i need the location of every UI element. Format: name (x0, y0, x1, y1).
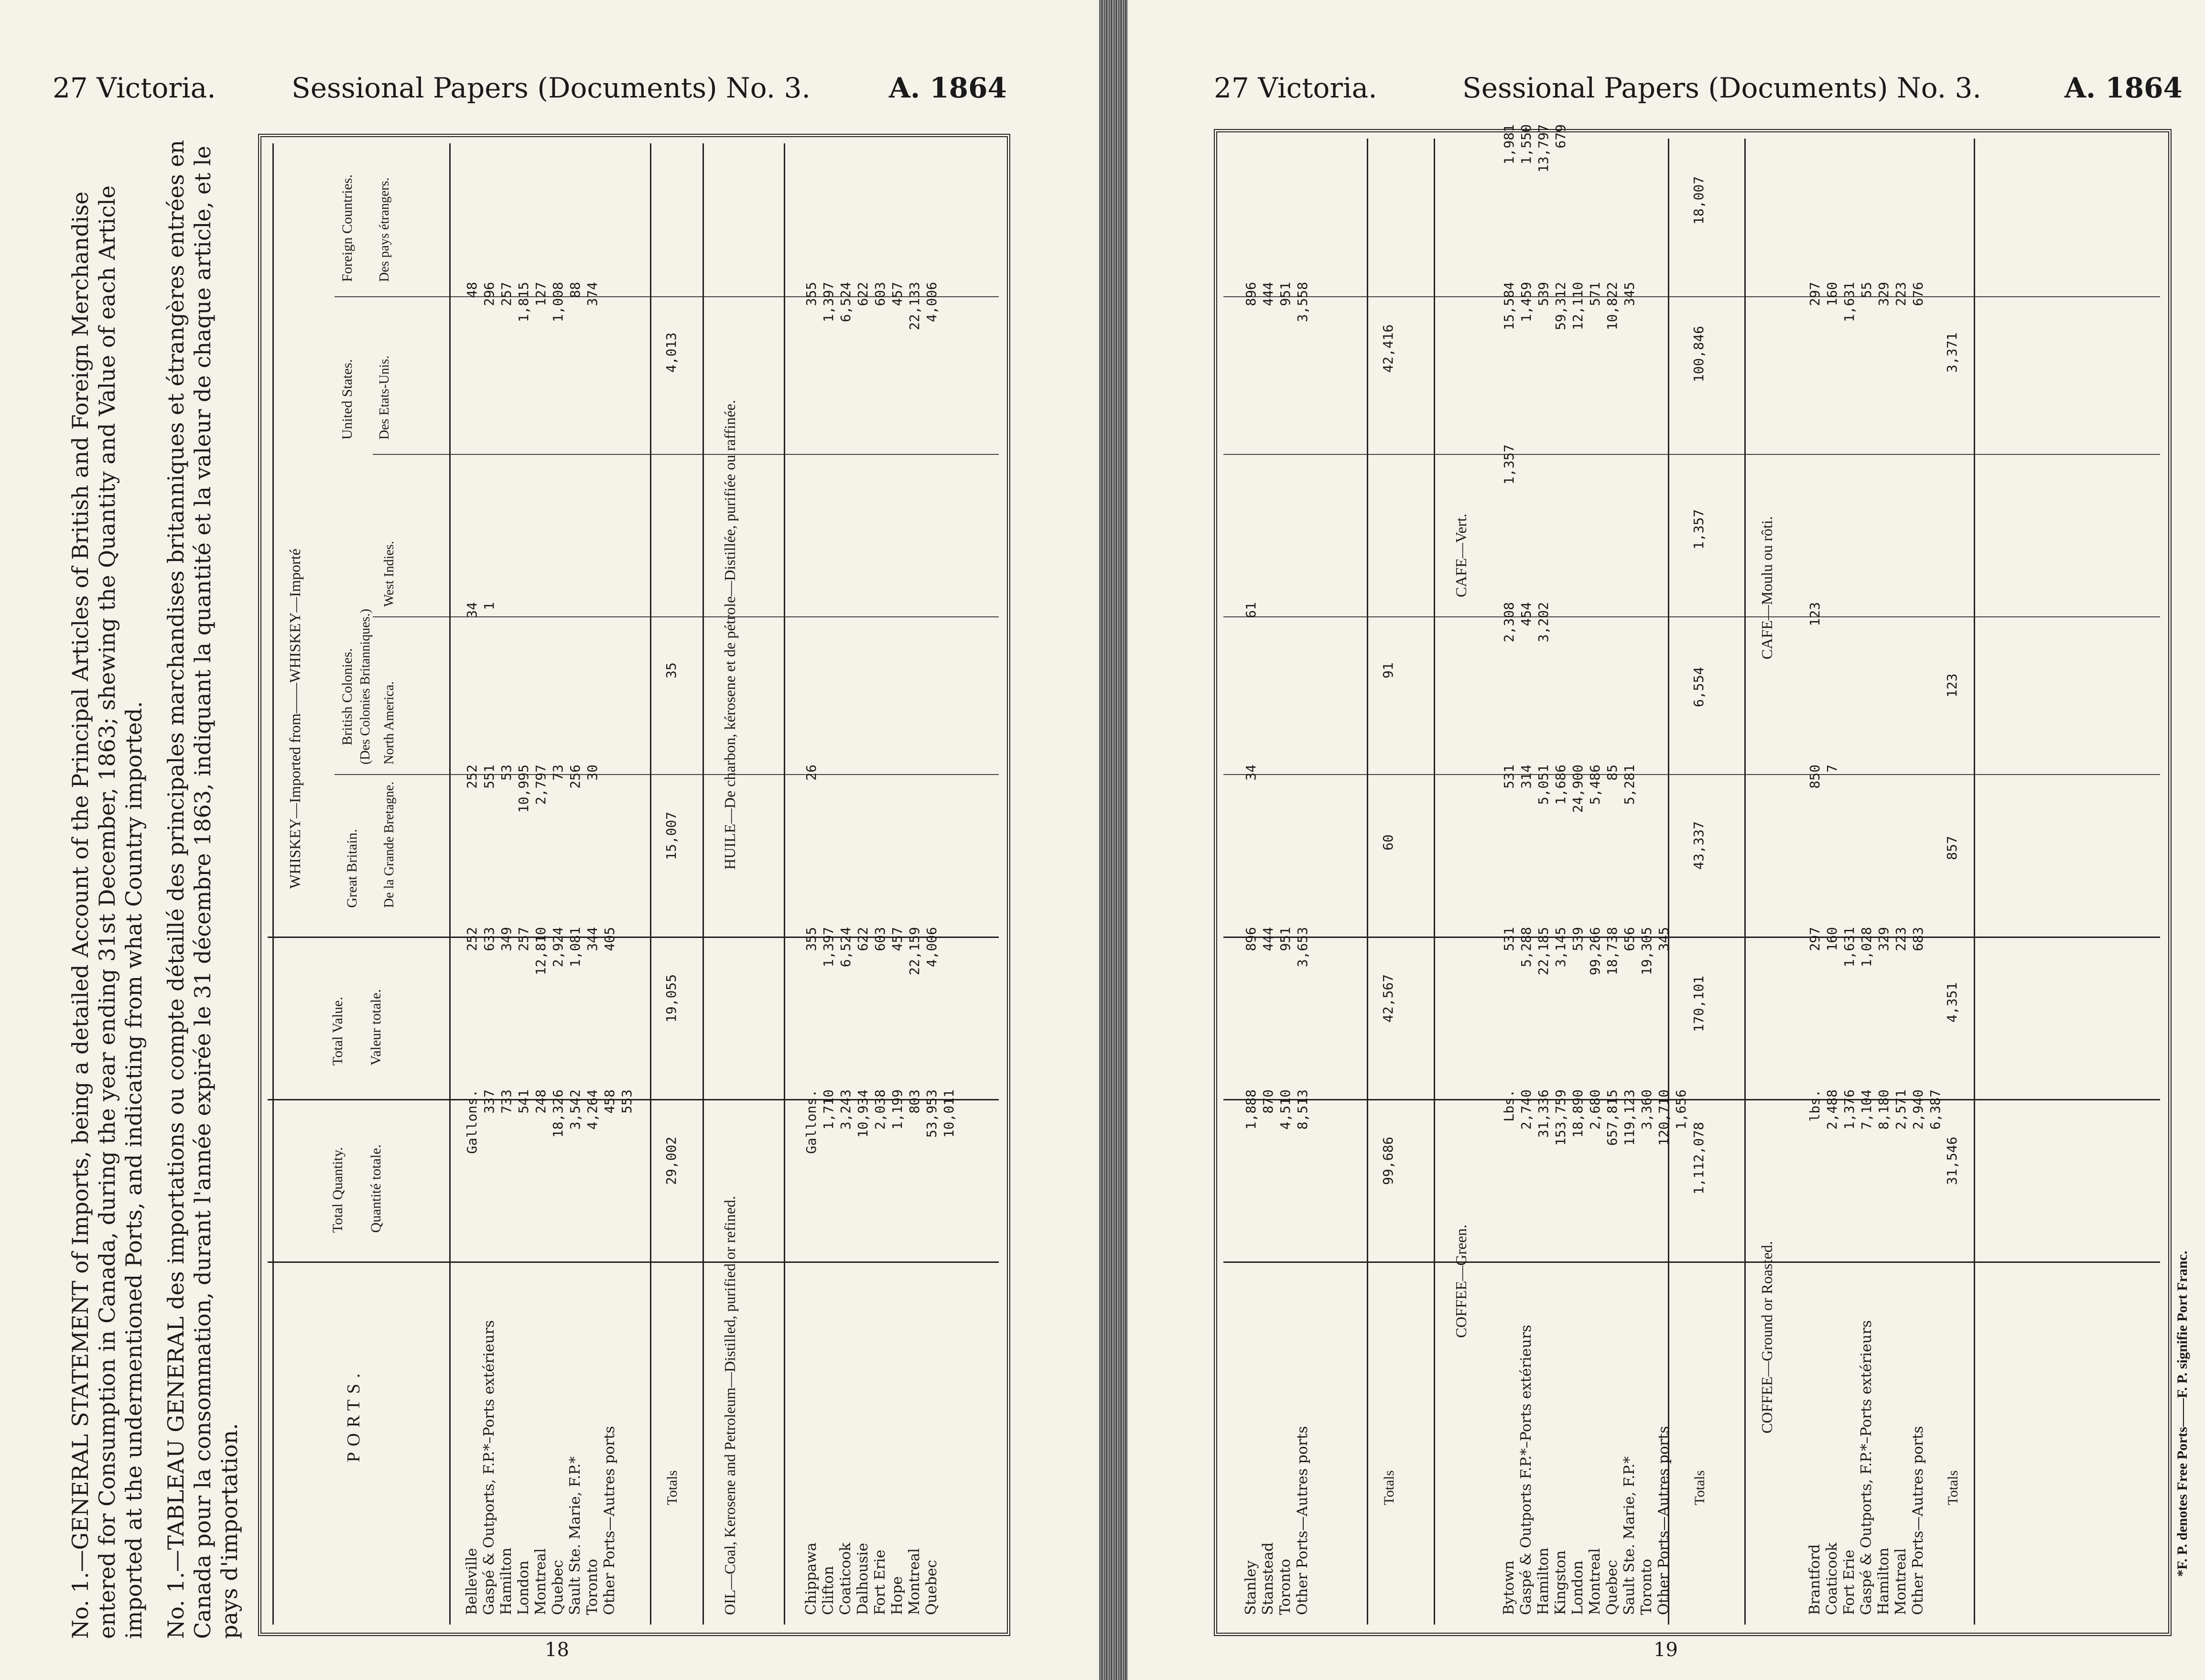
title-english: No. 1.—GENERAL STATEMENT of Imports, being a detailed Account of the Principal Articles of British and Foreign Merchandise entered for Consumption in Canada, during the year ending 31st December, 1863; shewing the Quantity and Value of each Article imported at the undermentioned Ports, and indicating from what Country imported. (67, 185, 147, 1639)
whiskey-us-column (464, 282, 601, 425)
table-row: 733 (498, 1089, 514, 1114)
table-row: 541 (516, 1089, 531, 1114)
table-row: 444 (1260, 282, 1276, 306)
table-row: 656 (1621, 927, 1637, 951)
table-row: 2,940 (1910, 1089, 1926, 1130)
table-row: 603 (872, 282, 888, 306)
table-row: Sault Ste. Marie, F.P.* (567, 1456, 584, 1615)
col-total-value-fr: Valeur totale. (368, 989, 384, 1066)
coffee-green-wi-column (1501, 444, 1518, 588)
table-row: 119,123 (1621, 1089, 1637, 1146)
table-row: 153,759 (1553, 1089, 1568, 1146)
table-row: 297 (1807, 927, 1823, 951)
table-row: 1,376 (1841, 1089, 1857, 1130)
table-row: 1,028 (1859, 927, 1874, 968)
table-row: 256 (567, 765, 583, 789)
header-year-right: A. 1864 (2064, 72, 2183, 104)
table-row: 1,459 (1518, 282, 1534, 323)
table-row: Other Ports—Autres ports (601, 1426, 618, 1615)
table-row: 1,888 (1243, 1089, 1259, 1130)
table-row: 1,081 (567, 927, 583, 968)
table-row: Hope (889, 1576, 906, 1615)
table-row: 99,266 (1587, 927, 1603, 976)
table-row: 4,510 (1277, 1089, 1293, 1130)
table-row: 457 (889, 927, 905, 951)
table-row: 12,810 (533, 927, 549, 976)
table-row: 444 (1260, 927, 1276, 951)
col-foreign-fr: Des pays étrangers. (377, 177, 392, 282)
table-row: 896 (1243, 927, 1259, 951)
table-row: 10,822 (1604, 282, 1620, 331)
table-row: 329 (1876, 927, 1892, 951)
table-row: Hamilton (498, 1547, 515, 1615)
table-row: 297 (1807, 282, 1823, 306)
coffee-ground-heading-fr: CAFE—Moulu ou rôti. (1758, 516, 1775, 659)
table-row: 679 (1553, 124, 1568, 149)
table-row: 603 (872, 927, 888, 951)
table-row: 1,981 (1501, 124, 1517, 165)
table-row: 160 (1824, 927, 1840, 951)
col-total-value: Total Value. (330, 997, 346, 1066)
table-row: 676 (1910, 282, 1926, 306)
table-row: 622 (855, 282, 871, 306)
table-row: 5,281 (1621, 765, 1637, 805)
table-row: London (515, 1561, 532, 1615)
table-row: 22,185 (1535, 927, 1551, 976)
coffee-ground-heading-en: COFFEE—Ground or Roasted. (1758, 1241, 1775, 1433)
table-row: 127 (533, 282, 549, 306)
whiskey-value-column (464, 927, 618, 1070)
table-row: 1,631 (1841, 927, 1857, 968)
table-row: 53,953 (924, 1089, 940, 1138)
oil-port-column (803, 1252, 940, 1615)
coffee-green-totals-fc: 18,007 (1691, 176, 1707, 225)
header-regnal-right: 27 Victoria. (1214, 72, 1377, 104)
coffee-ground-us-column (1806, 282, 1927, 425)
table-row: Coaticook (1824, 1542, 1840, 1615)
oil-heading-fr: HUILE—De charbon, kérosene et de pétrole—Distillée, purifiée ou raffinée. (721, 399, 738, 870)
coffee-green-fc-column (1501, 124, 1569, 268)
table-row: 2,740 (1518, 1089, 1534, 1130)
table-row: 2,924 (550, 927, 566, 968)
table-row: Brantford (1806, 1544, 1823, 1615)
table-row: 531 (1501, 765, 1517, 789)
book-gutter (1099, 0, 1128, 1680)
table-row: 622 (855, 927, 871, 951)
table-row: 571 (1587, 282, 1603, 306)
coffee-ground-totals-value: 4,351 (1944, 982, 1960, 1023)
table-row: 1,631 (1841, 282, 1857, 323)
unit-label: Gallons. (803, 1089, 819, 1154)
oil-value-column (803, 927, 940, 1070)
table-row: 15,584 (1501, 282, 1517, 331)
table-row: 314 (1518, 765, 1534, 789)
table-row: 10,934 (855, 1089, 871, 1138)
table-row: 223 (1893, 282, 1909, 306)
oil-cont-totals-value: 42,567 (1380, 974, 1396, 1023)
table-row: 18,738 (1604, 927, 1620, 976)
table-row: Bytown (1501, 1560, 1517, 1615)
table-row: 454 (1518, 602, 1534, 626)
whiskey-totals-label: Totals (664, 1470, 680, 1505)
oil-cont-totals-label: Totals (1381, 1470, 1397, 1505)
table-row: 257 (516, 927, 531, 951)
coffee-green-totals-wi: 1,357 (1691, 509, 1707, 549)
table-row: 223 (1893, 927, 1909, 951)
oil-cont-totals-na: 91 (1380, 662, 1396, 678)
table-row: 405 (602, 927, 617, 951)
table-row: 22,133 (907, 282, 922, 331)
table-row: 329 (1876, 282, 1892, 306)
table-row: 2,680 (1587, 1089, 1603, 1130)
table-row: Stanstead (1260, 1542, 1276, 1615)
table-row: London (1569, 1561, 1586, 1615)
table-row: 349 (498, 927, 514, 951)
oil-cont-qty-column (1243, 1089, 1311, 1233)
col-west-indies: West Indies. (382, 541, 397, 607)
table-row: Toronto (584, 1559, 601, 1615)
table-row: 7 (1824, 765, 1840, 773)
col-ports: PORTS. (344, 1368, 364, 1462)
table-row: 457 (889, 282, 905, 306)
unit-label: Lbs. (1501, 1089, 1517, 1122)
table-row: Toronto (1638, 1559, 1655, 1615)
header-series-right: Sessional Papers (Documents) No. 3. (1462, 72, 1981, 104)
table-row: 374 (584, 282, 600, 306)
whiskey-port-column (464, 1252, 618, 1615)
table-row: 120,710 (1656, 1089, 1672, 1146)
table-row: 55 (1859, 282, 1874, 298)
coffee-green-us-column (1501, 282, 1638, 425)
coffee-green-totals-us: 100,846 (1691, 325, 1707, 382)
table-row: 123 (1807, 602, 1823, 626)
coffee-green-heading-fr: CAFE—Vert. (1452, 513, 1470, 597)
oil-us-column (803, 282, 940, 425)
page-number-left: 18 (545, 1639, 569, 1661)
table-row: 3,542 (567, 1089, 583, 1130)
table-row: 5,051 (1535, 765, 1551, 805)
table-row: 252 (464, 765, 480, 789)
table-row: 248 (533, 1089, 549, 1114)
whiskey-heading: WHISKEY—Imported from——WHISKEY—Importé (286, 549, 303, 889)
unit-label: lbs. (1807, 1089, 1823, 1122)
table-row: 850 (1807, 765, 1823, 789)
coffee-ground-totals-na: 123 (1944, 673, 1960, 698)
table-row: 296 (481, 282, 497, 306)
coffee-ground-na-column (1806, 602, 1824, 745)
table-row: 2,488 (1824, 1089, 1840, 1130)
whiskey-qty-column (464, 1089, 636, 1233)
table-row: 2,308 (1501, 602, 1517, 643)
unit-label: Gallons. (464, 1089, 480, 1154)
header-regnal: 27 Victoria. (53, 72, 216, 104)
table-row: 1 (481, 602, 497, 610)
col-great-britain: Great Britain. (344, 829, 360, 908)
table-row: 458 (602, 1089, 617, 1114)
table-row: 19,305 (1639, 927, 1654, 976)
table-row: 10,995 (516, 765, 531, 813)
col-north-america: North America. (382, 681, 397, 765)
table-row: 252 (464, 927, 480, 951)
table-row: 2,797 (533, 765, 549, 805)
coffee-ground-port-column (1806, 1252, 1927, 1615)
table-row: 1,008 (550, 282, 566, 323)
table-row: 4,264 (584, 1089, 600, 1130)
whiskey-na-column (464, 602, 498, 745)
table-row: 5,288 (1518, 927, 1534, 968)
col-united-states-fr: Des Etats-Unis. (377, 355, 392, 440)
table-row: Belleville (464, 1548, 480, 1615)
table-row: 24,900 (1570, 765, 1586, 813)
table-row: 2,571 (1893, 1089, 1909, 1130)
header-year: A. 1864 (889, 72, 1007, 104)
coffee-ground-gb-column (1806, 765, 1841, 908)
table-row: 345 (1656, 927, 1672, 951)
table-row: Montreal (532, 1548, 549, 1615)
title-french: No. 1.—TABLEAU GENERAL des importations ou compte détaillé des principales marchandises britanniques et étrangères entrées en Canada pour la consommation, durant l'année expirée le 31 décembre 1863, indiquant la quantité et la valeur de chaque article, et le pays d'importation. (163, 140, 242, 1639)
table-row: 1,199 (889, 1089, 905, 1130)
table-row: Quebec (1604, 1560, 1621, 1615)
table-row: 1,686 (1553, 765, 1568, 805)
table-row: 896 (1243, 282, 1259, 306)
table-row: 7,104 (1859, 1089, 1874, 1130)
oil-cont-totals-us: 42,416 (1380, 324, 1396, 373)
oil-cont-na-column (1243, 602, 1260, 745)
table-row: Gaspé & Outports, F.P.*–Ports extérieurs (1858, 1320, 1875, 1615)
table-row: 337 (481, 1089, 497, 1114)
table-row: 6,524 (838, 927, 854, 968)
table-row: Montreal (1587, 1548, 1603, 1615)
table-row: Gaspé & Outports, F.P.*–Ports extérieurs (481, 1320, 497, 1615)
table-row: 34 (464, 602, 480, 618)
table-row: Fort Erie (1841, 1550, 1858, 1615)
table-row: Toronto (1277, 1559, 1294, 1615)
table-row: Stanley (1243, 1560, 1259, 1615)
table-row: 4,006 (924, 282, 940, 323)
coffee-ground-totals-qty: 31,546 (1944, 1136, 1960, 1185)
table-row: 88 (567, 282, 583, 298)
coffee-green-na-column (1501, 602, 1552, 745)
whiskey-gb-column (464, 765, 601, 908)
table-row: Fort Erie (872, 1550, 888, 1615)
table-row: 345 (1621, 282, 1637, 306)
table-row: Montreal (906, 1548, 923, 1615)
table-row: Clifton (820, 1566, 837, 1615)
table-row: Quebec (550, 1560, 566, 1615)
oil-gb-column (803, 765, 820, 908)
table-row: 13,797 (1535, 124, 1551, 173)
table-row: 355 (803, 282, 819, 306)
table-row: Hamilton (1875, 1547, 1892, 1615)
table-row: 1,357 (1501, 444, 1517, 485)
table-row: 8,180 (1876, 1089, 1892, 1130)
table-row: 3,653 (1295, 927, 1310, 968)
table-row: 803 (907, 1089, 922, 1114)
oil-heading-en: OIL—Coal, Kerosene and Petroleum—Distilled, purified or refined. (721, 1195, 738, 1615)
table-row: Montreal (1892, 1548, 1909, 1615)
table-row: 539 (1535, 282, 1551, 306)
page-number-right: 19 (1654, 1639, 1678, 1661)
oil-cont-totals-gb: 60 (1380, 834, 1396, 851)
table-row: 160 (1824, 282, 1840, 306)
oil-cont-port-column (1243, 1252, 1311, 1615)
header-series: Sessional Papers (Documents) No. 3. (292, 72, 811, 104)
table-row: 26 (803, 765, 819, 781)
coffee-green-qty-column (1501, 1089, 1690, 1233)
whiskey-totals-value: 19,055 (663, 974, 679, 1023)
col-total-quantity-fr: Quantité totale. (368, 1144, 384, 1233)
table-row: 3,558 (1295, 282, 1310, 323)
table-row: 551 (481, 765, 497, 789)
whiskey-totals-us: 4,013 (663, 332, 679, 373)
table-row: 3,202 (1535, 602, 1551, 643)
table-row: 1,397 (821, 927, 836, 968)
col-foreign: Foreign Countries. (339, 174, 355, 282)
table-row: Other Ports—Autres ports (1655, 1426, 1672, 1615)
coffee-green-totals-label: Totals (1692, 1470, 1708, 1505)
table-row: 8,513 (1295, 1089, 1310, 1130)
oil-cont-gb-column (1243, 765, 1260, 908)
table-row: 657,815 (1604, 1089, 1620, 1146)
coffee-green-heading-en: COFFEE—Green. (1452, 1224, 1470, 1338)
table-row: 2,038 (872, 1089, 888, 1130)
table-row: 1,710 (821, 1089, 836, 1130)
coffee-green-totals-na: 6,554 (1691, 667, 1707, 707)
table-row: 22,159 (907, 927, 922, 976)
table-row: Other Ports—Autres ports (1910, 1426, 1926, 1615)
table-row: 683 (1910, 927, 1926, 951)
table-row: Hamilton (1535, 1547, 1552, 1615)
table-row: 48 (464, 282, 480, 298)
table-row: 633 (481, 927, 497, 951)
table-row: 6,524 (838, 282, 854, 323)
coffee-green-value-column (1501, 927, 1673, 1070)
table-row: 1,815 (516, 282, 531, 323)
table-row: 4,006 (924, 927, 940, 968)
table-row: 3,243 (838, 1089, 854, 1130)
table-row: 539 (1570, 927, 1586, 951)
table-row: 1,550 (1518, 124, 1534, 165)
col-british-colonies-fr: (Des Colonies Britanniques.) (358, 609, 373, 765)
oil-cont-value-column (1243, 927, 1311, 1070)
table-row: 951 (1277, 282, 1293, 306)
col-great-britain-fr: De la Grande Bretagne. (382, 781, 397, 908)
table-row: 355 (803, 927, 819, 951)
footnote: *F. P. denotes Free Ports——F. P. signifie Port Franc. (2174, 1250, 2190, 1577)
table-row: 31,336 (1535, 1089, 1551, 1138)
table-row: 6,387 (1927, 1089, 1943, 1130)
table-row: 344 (584, 927, 600, 951)
table-row: 3,145 (1553, 927, 1568, 968)
table-row: Gaspé & Outports F.P.*–Ports extérieurs (1518, 1325, 1535, 1615)
coffee-ground-totals-us: 3,371 (1944, 332, 1960, 373)
whiskey-totals-qty: 29,002 (663, 1136, 679, 1185)
oil-qty-column (803, 1089, 958, 1233)
coffee-ground-totals-gb: 857 (1944, 836, 1960, 860)
col-total-quantity: Total Quantity. (330, 1147, 346, 1233)
coffee-green-totals-qty: 1,112,078 (1691, 1122, 1707, 1195)
table-row: 531 (1501, 927, 1517, 951)
table-row: 870 (1260, 1089, 1276, 1114)
oil-cont-us-column (1243, 282, 1311, 425)
table-row: 1,656 (1673, 1089, 1689, 1130)
left-page (0, 0, 1099, 1680)
table-row: Coaticook (837, 1542, 854, 1615)
table-row: 30 (584, 765, 600, 781)
coffee-ground-qty-column (1806, 1089, 1944, 1233)
table-row: 12,110 (1570, 282, 1586, 331)
table-row: 73 (550, 765, 566, 781)
table-row: 18,890 (1570, 1089, 1586, 1138)
coffee-green-gb-column (1501, 765, 1638, 908)
table-row: 61 (1243, 602, 1259, 618)
coffee-green-totals-value: 170,101 (1691, 975, 1707, 1032)
coffee-green-totals-gb: 43,337 (1691, 821, 1707, 870)
whiskey-totals-gb: 15,007 (663, 811, 679, 860)
col-united-states: United States. (339, 359, 355, 440)
table-row: 34 (1243, 765, 1259, 781)
col-british-colonies: British Colonies. (339, 648, 355, 745)
coffee-ground-totals-label: Totals (1945, 1470, 1961, 1505)
table-row: Kingston (1552, 1550, 1569, 1615)
table-row: Dalhousie (854, 1543, 871, 1615)
coffee-green-port-column (1501, 1252, 1673, 1615)
table-row: Quebec (923, 1560, 940, 1615)
table-row: Chippawa (803, 1542, 820, 1615)
table-row: 1,397 (821, 282, 836, 323)
table-row: 3,360 (1639, 1089, 1654, 1130)
oil-cont-totals-qty: 99,686 (1380, 1136, 1396, 1185)
table-row: 553 (619, 1089, 635, 1114)
table-row: Sault Ste. Marie, F.P.* (1621, 1456, 1638, 1615)
table-row: 951 (1277, 927, 1293, 951)
right-page (1128, 0, 2205, 1680)
table-row: Other Ports—Autres ports (1294, 1426, 1311, 1615)
table-row: 53 (498, 765, 514, 781)
table-row: 18,326 (550, 1089, 566, 1138)
coffee-ground-value-column (1806, 927, 1927, 1070)
whiskey-totals-na: 35 (663, 662, 679, 678)
table-row: 5,486 (1587, 765, 1603, 805)
table-row: 10,011 (941, 1089, 957, 1138)
table-row: 85 (1604, 765, 1620, 781)
table-row: 257 (498, 282, 514, 306)
table-row: 59,312 (1553, 282, 1568, 331)
